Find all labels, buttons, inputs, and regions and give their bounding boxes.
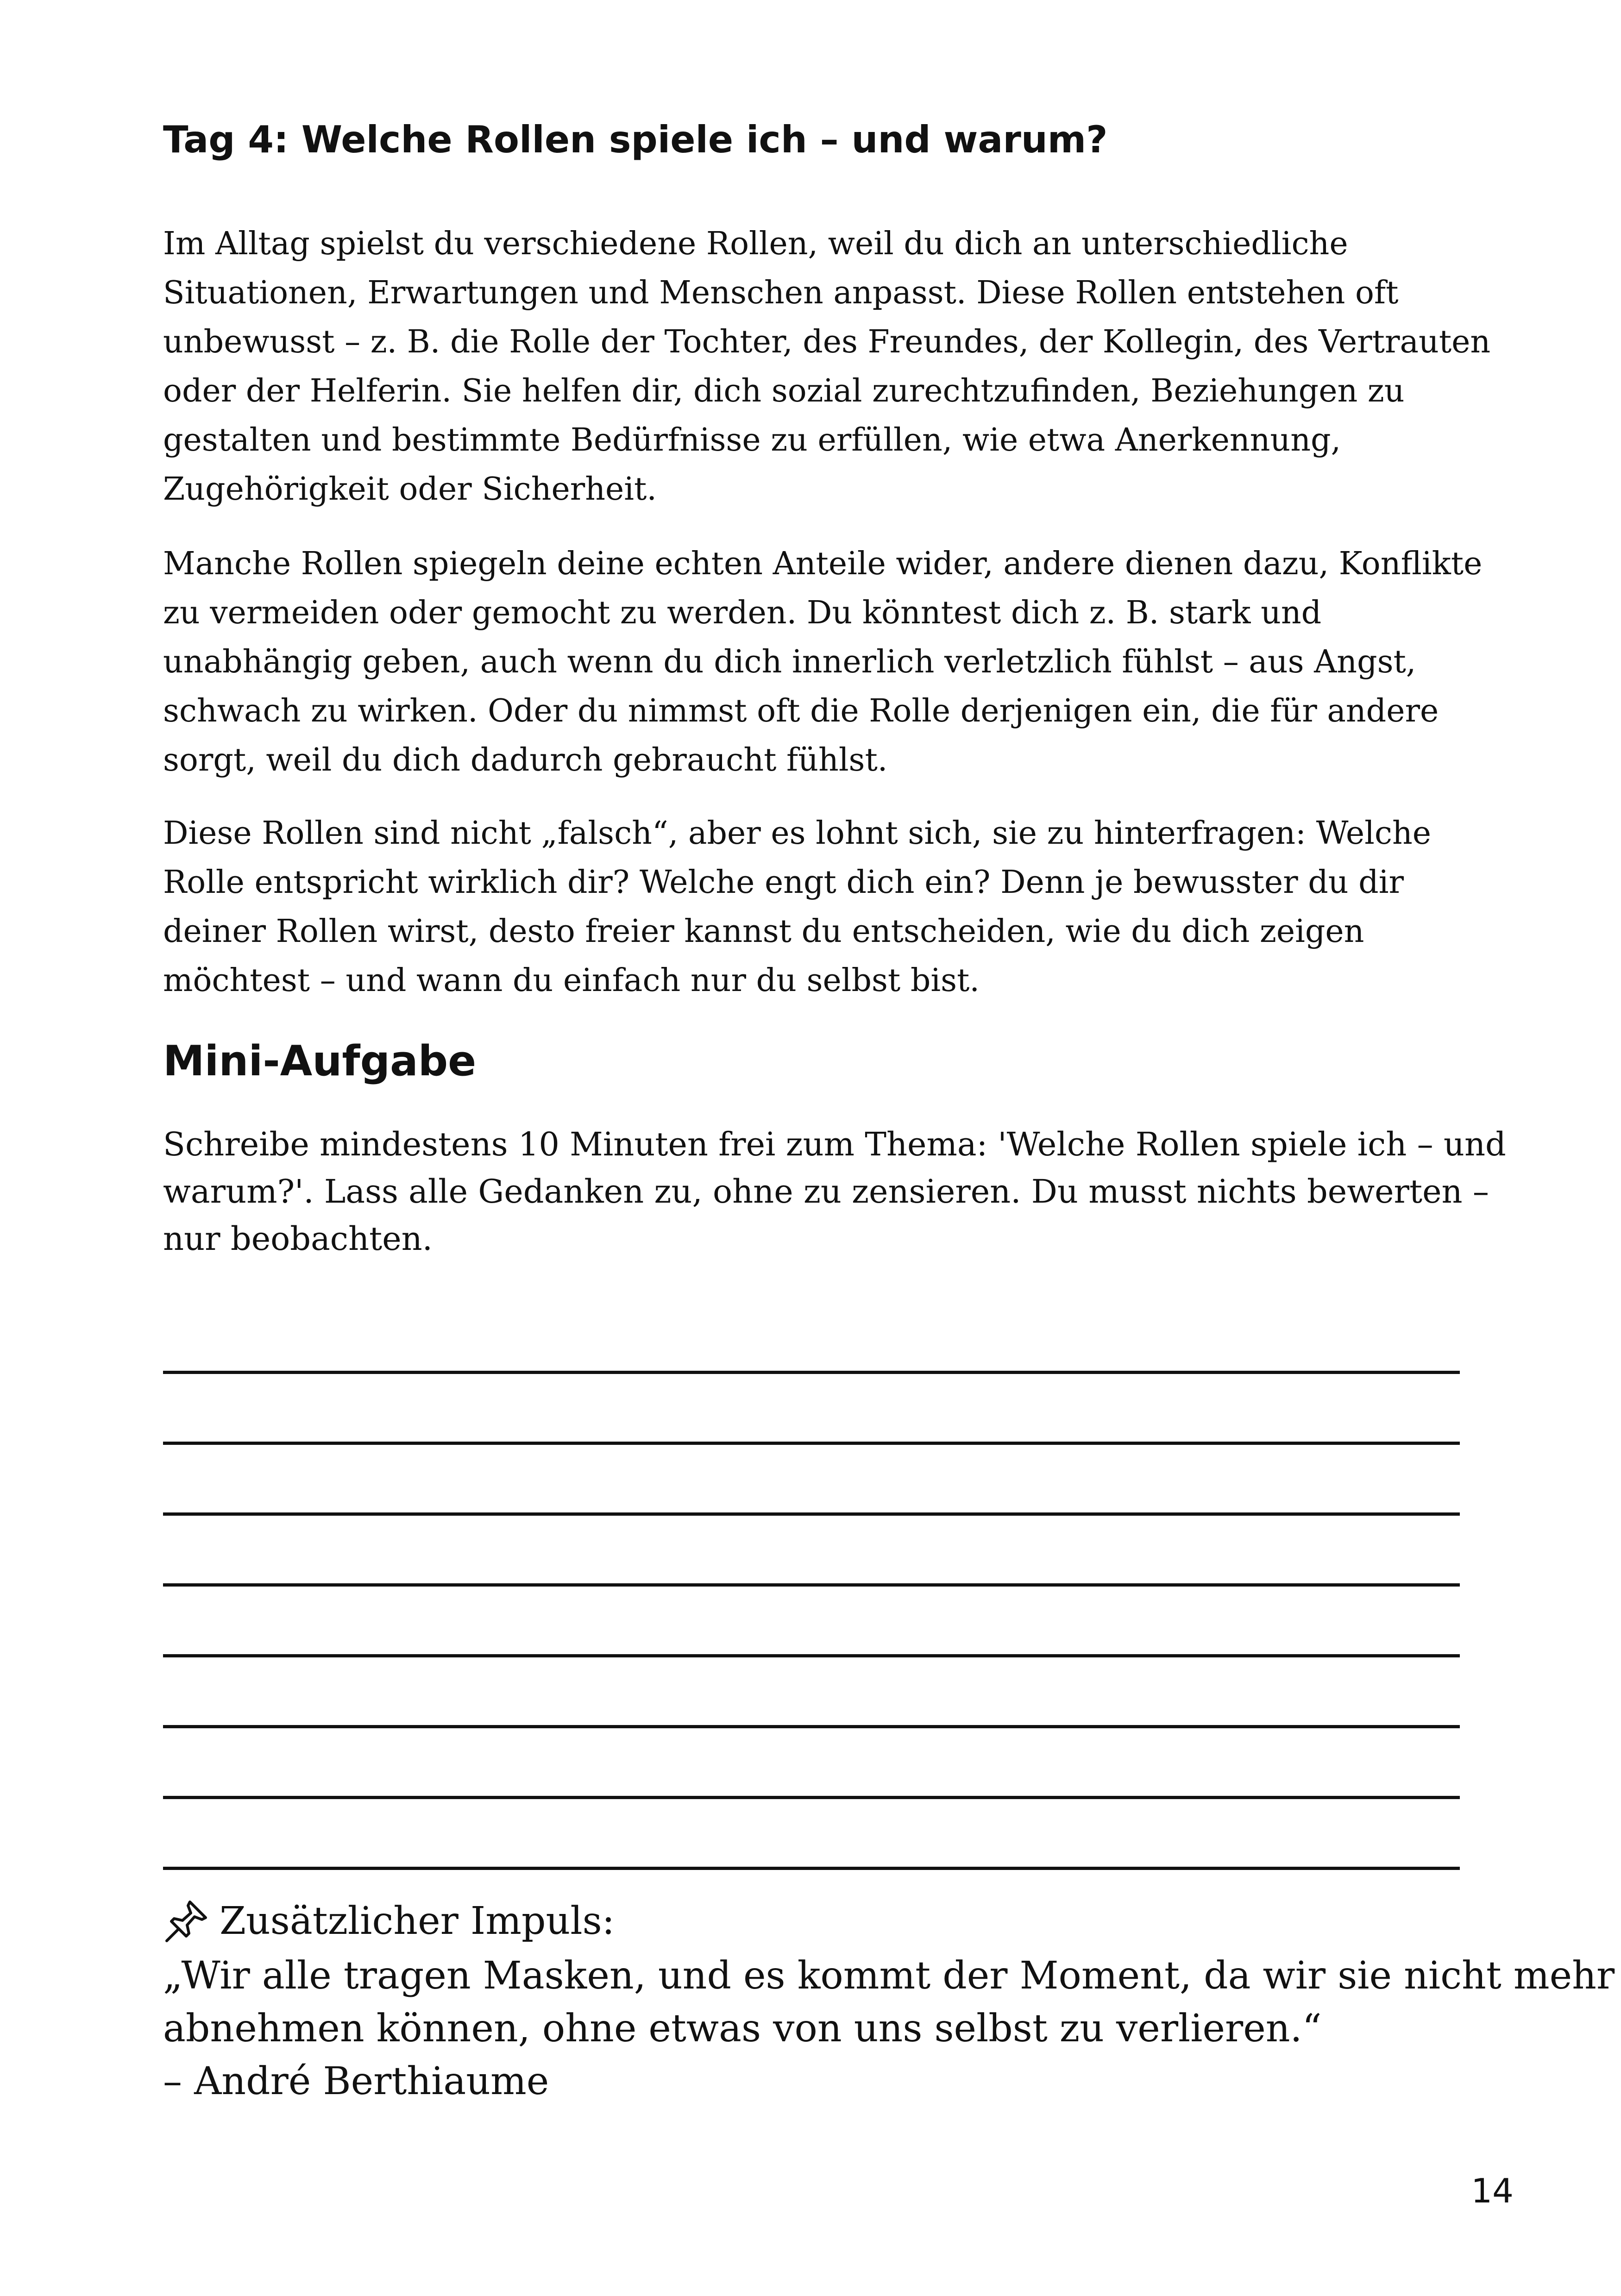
paragraph-line: Diese Rollen sind nicht „falsch“, aber es lohnt sich, sie zu hinterfragen: Welche: [163, 815, 1432, 852]
paragraph-line: Zugehörigkeit oder Sicherheit.: [163, 471, 657, 508]
paragraph-line: Im Alltag spielst du verschiedene Rollen, weil du dich an unterschiedliche: [163, 226, 1348, 262]
paragraph-line: Situationen, Erwartungen und Menschen anpasst. Diese Rollen entstehen oft: [163, 275, 1399, 311]
writing-line[interactable]: [163, 1583, 1460, 1587]
page-number: 14: [1471, 2171, 1514, 2210]
writing-line[interactable]: [163, 1371, 1460, 1374]
writing-area[interactable]: [163, 1371, 1460, 1938]
impulse-label: Zusätzlicher Impuls:: [220, 1899, 615, 1943]
writing-line[interactable]: [163, 1512, 1460, 1516]
writing-line[interactable]: [163, 1725, 1460, 1728]
writing-line[interactable]: [163, 1654, 1460, 1657]
paragraph-line: sorgt, weil du dich dadurch gebraucht fühlst.: [163, 742, 888, 778]
writing-line[interactable]: [163, 1442, 1460, 1445]
impulse-box: [163, 1895, 1615, 2108]
paragraph-line: möchtest – und wann du einfach nur du selbst bist.: [163, 962, 980, 999]
task-line: nur beobachten.: [163, 1220, 433, 1258]
task-line: warum?'. Lass alle Gedanken zu, ohne zu zensieren. Du musst nichts bewerten –: [163, 1173, 1489, 1211]
quote: [163, 1950, 1615, 2108]
paragraph-3: [163, 809, 1529, 1005]
impulse-header: [163, 1895, 1615, 1948]
quote-line: abnehmen können, ohne etwas von uns selbst zu verlieren.“: [163, 2007, 1322, 2051]
paragraph-line: Manche Rollen spiegeln deine echten Anteile wider, andere dienen dazu, Konflikte: [163, 546, 1483, 582]
paragraph-line: schwach zu wirken. Oder du nimmst oft die Rolle derjenigen ein, die für andere: [163, 693, 1439, 729]
paragraph-line: gestalten und bestimmte Bedürfnisse zu erfüllen, wie etwa Anerkennung,: [163, 422, 1341, 458]
writing-line[interactable]: [163, 1796, 1460, 1799]
task-line: Schreibe mindestens 10 Minuten frei zum Thema: 'Welche Rollen spiele ich – und: [163, 1125, 1506, 1163]
paragraph-line: Rolle entspricht wirklich dir? Welche engt dich ein? Denn je bewusster du dir: [163, 864, 1404, 901]
paragraph-1: [163, 220, 1529, 514]
paragraph-line: unbewusst – z. B. die Rolle der Tochter, des Freundes, der Kollegin, des Vertrauten: [163, 324, 1491, 360]
mini-task-heading: Mini-Aufgabe: [163, 1037, 477, 1085]
mini-task-instructions: [163, 1121, 1506, 1262]
paragraph-2: [163, 539, 1529, 785]
paragraph-line: deiner Rollen wirst, desto freier kannst du entscheiden, wie du dich zeigen: [163, 913, 1364, 950]
paragraph-line: unabhängig geben, auch wenn du dich innerlich verletzlich fühlst – aus Angst,: [163, 644, 1416, 680]
quote-author: – André Berthiaume: [163, 2059, 549, 2103]
page-title: Tag 4: Welche Rollen spiele ich – und warum?: [163, 118, 1108, 161]
pushpin-icon: [163, 1898, 209, 1945]
writing-line[interactable]: [163, 1867, 1460, 1870]
paragraph-line: oder der Helferin. Sie helfen dir, dich sozial zurechtzufinden, Beziehungen zu: [163, 373, 1405, 409]
quote-line: „Wir alle tragen Masken, und es kommt der Moment, da wir sie nicht mehr: [163, 1954, 1615, 1998]
paragraph-line: zu vermeiden oder gemocht zu werden. Du könntest dich z. B. stark und: [163, 595, 1322, 631]
